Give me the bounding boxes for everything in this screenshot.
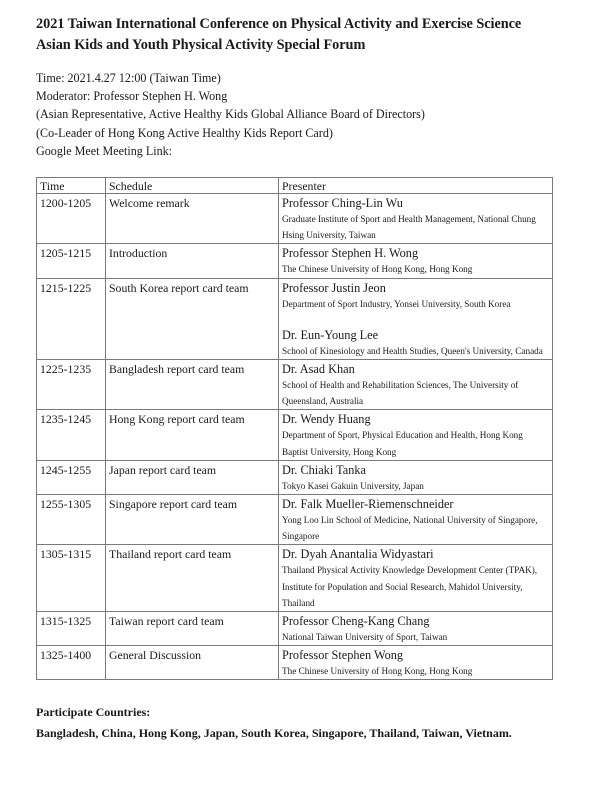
table-row — [37, 495, 553, 545]
cell-schedule: Japan report card team — [106, 460, 279, 494]
cell-schedule: Introduction — [106, 244, 279, 278]
presenter-affiliation: School of Kinesiology and Health Studies, Queen's University, Canada — [282, 345, 543, 356]
cell-time: 1215-1225 — [37, 278, 106, 359]
table-row — [37, 244, 553, 278]
event-info — [36, 69, 425, 160]
presenter-name: Dr. Wendy Huang — [282, 412, 371, 427]
cell-time: 1225-1235 — [37, 360, 106, 410]
event-moderator: Moderator: Professor Stephen H. Wong — [36, 89, 228, 104]
presenter-affiliation: School of Health and Rehabilitation Sciences, The University of Queensland, Australia — [282, 380, 519, 407]
document-title — [36, 14, 521, 56]
cell-time: 1325-1400 — [37, 646, 106, 680]
presenter-affiliation: Tokyo Kasei Gakuin University, Japan — [282, 480, 424, 491]
table-row — [37, 278, 553, 359]
presenter-name: Dr. Chiaki Tanka — [282, 462, 366, 477]
table-row — [37, 545, 553, 612]
cell-presenter — [279, 495, 553, 545]
cell-time: 1205-1215 — [37, 244, 106, 278]
cell-presenter — [279, 244, 553, 278]
presenter-affiliation: Thailand Physical Activity Knowledge Development Center (TPAK), Institute for Population and Social Research, Mahidol University, Thailand — [282, 565, 538, 608]
header-time: Time — [37, 178, 106, 194]
cell-schedule: South Korea report card team — [106, 278, 279, 359]
moderator-role-1: (Asian Representative, Active Healthy Kids Global Alliance Board of Directors) — [36, 107, 425, 122]
table-row — [37, 646, 553, 680]
cell-presenter — [279, 360, 553, 410]
presenter-affiliation: National Taiwan University of Sport, Taiwan — [282, 632, 448, 643]
cell-time: 1245-1255 — [37, 460, 106, 494]
cell-time: 1255-1305 — [37, 495, 106, 545]
presenter-spacer — [282, 312, 552, 326]
presenter-name: Professor Ching-Lin Wu — [282, 196, 403, 210]
presenter-affiliation: Yong Loo Lin School of Medicine, National University of Singapore, Singapore — [282, 515, 538, 542]
presenter-name: Dr. Asad Khan — [282, 362, 355, 377]
cell-time: 1305-1315 — [37, 545, 106, 612]
participant-countries — [36, 702, 512, 744]
table-row — [37, 612, 553, 646]
presenter-affiliation: The Chinese University of Hong Kong, Hong Kong — [282, 264, 473, 275]
presenter-affiliation: Department of Sport, Physical Education and Health, Hong Kong Baptist University, Hong Kong — [282, 430, 523, 457]
cell-presenter — [279, 545, 553, 612]
schedule-table — [36, 177, 553, 680]
table-row — [37, 410, 553, 460]
presenter-name: Dr. Dyah Anantalia Widyastari — [282, 547, 434, 562]
header-schedule: Schedule — [106, 178, 279, 194]
cell-schedule: Welcome remark — [106, 194, 279, 244]
title-line-1: 2021 Taiwan International Conference on Physical Activity and Exercise Science — [36, 16, 522, 32]
presenter-name: Professor Stephen H. Wong — [282, 246, 419, 261]
cell-schedule: Bangladesh report card team — [106, 360, 279, 410]
presenter-name: Dr. Eun-Young Lee — [282, 327, 379, 342]
cell-presenter — [279, 410, 553, 460]
cell-presenter — [279, 194, 553, 244]
participants-label: Participate Countries: — [36, 705, 151, 719]
title-line-2: Asian Kids and Youth Physical Activity Special Forum — [36, 37, 366, 53]
cell-schedule: Thailand report card team — [106, 545, 279, 612]
presenter-affiliation: The Chinese University of Hong Kong, Hong Kong — [282, 666, 473, 677]
meeting-link-label: Google Meet Meeting Link: — [36, 143, 173, 158]
presenter-affiliation: Graduate Institute of Sport and Health Management, National Chung Hsing University, Taiwan — [282, 214, 536, 241]
cell-time: 1315-1325 — [37, 612, 106, 646]
cell-schedule: Hong Kong report card team — [106, 410, 279, 460]
cell-presenter — [279, 646, 553, 680]
table-row — [37, 360, 553, 410]
cell-schedule: Singapore report card team — [106, 495, 279, 545]
presenter-name: Dr. Falk Mueller-Riemenschneider — [282, 497, 454, 512]
schedule-body — [37, 194, 553, 680]
header-presenter: Presenter — [279, 178, 553, 194]
cell-schedule: General Discussion — [106, 646, 279, 680]
cell-presenter — [279, 612, 553, 646]
cell-schedule: Taiwan report card team — [106, 612, 279, 646]
presenter-affiliation: Department of Sport Industry, Yonsei University, South Korea — [282, 298, 511, 309]
presenter-name: Professor Justin Jeon — [282, 280, 386, 295]
presenter-name: Professor Cheng-Kang Chang — [282, 614, 430, 629]
cell-time: 1200-1205 — [37, 194, 106, 244]
moderator-role-2: (Co-Leader of Hong Kong Active Healthy Kids Report Card) — [36, 125, 333, 140]
participants-list: Bangladesh, China, Hong Kong, Japan, South Korea, Singapore, Thailand, Taiwan, Vietnam. — [36, 726, 512, 740]
cell-time: 1235-1245 — [37, 410, 106, 460]
cell-presenter — [279, 460, 553, 494]
cell-presenter — [279, 278, 553, 359]
table-row — [37, 460, 553, 494]
table-header-row — [37, 178, 553, 194]
table-row — [37, 194, 553, 244]
presenter-name: Professor Stephen Wong — [282, 648, 404, 663]
event-time: Time: 2021.4.27 12:00 (Taiwan Time) — [36, 71, 221, 85]
